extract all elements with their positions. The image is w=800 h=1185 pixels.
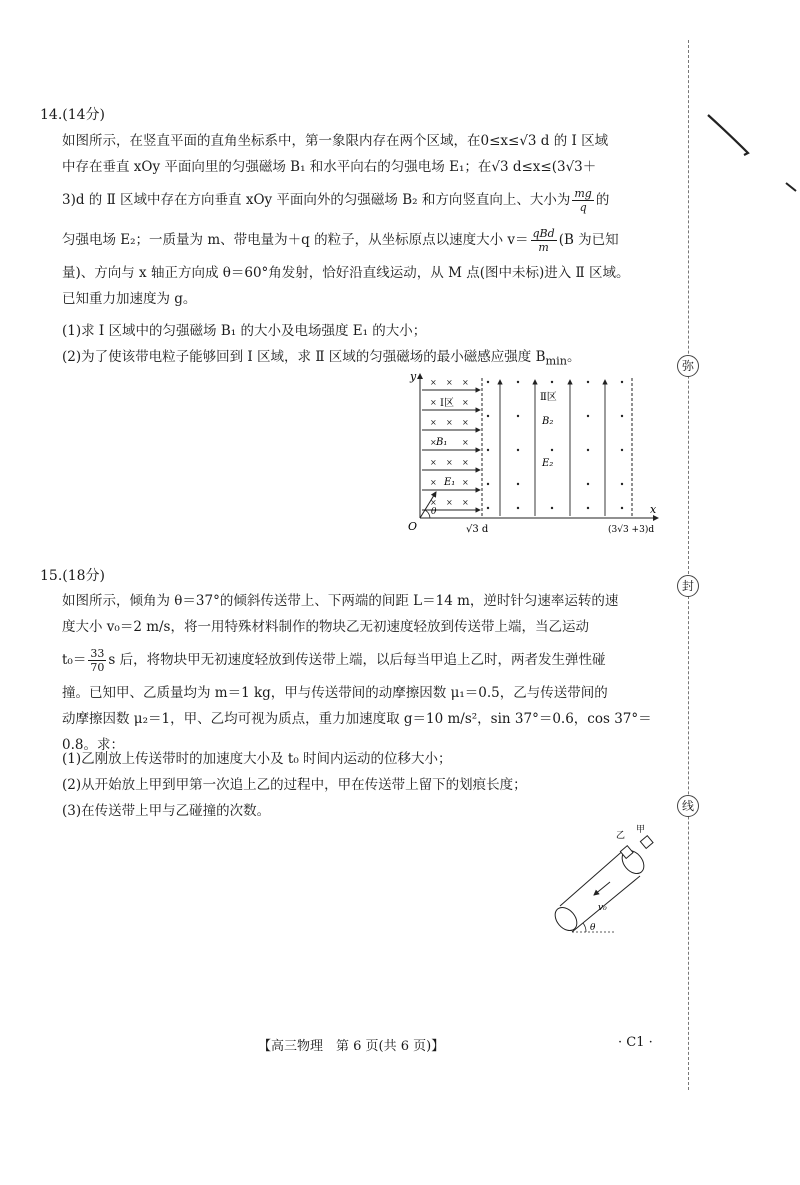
region-2-label: Ⅱ区 [540,392,557,403]
svg-text:×: × [430,438,437,447]
belt-velocity-arrow [594,882,610,895]
svg-text:×: × [462,478,469,487]
question-number: 15. [40,568,63,584]
subquestion-3: (3)在传送带上甲与乙碰撞的次数。 [62,803,271,819]
subquestion-2: (2)从开始放上甲到甲第一次追上乙的过程中，甲在传送带上留下的划痕长度； [62,777,527,793]
seal-mi: 弥 [677,355,699,377]
fraction-numerator: qBd [532,227,555,240]
svg-text:×: × [462,398,469,407]
text-line [62,220,662,260]
question-points: (14分) [62,107,106,123]
text-segment: 3)d 的 Ⅱ 区域中存在方向垂直 xOy 平面向外的匀强磁场 B₂ 和方向竖直向上、大小为 [62,192,571,208]
pen-scratch-mark [700,95,800,205]
svg-text:×: × [430,378,437,387]
theta-label: θ [431,507,437,517]
page-code: · C1 · [618,1035,653,1050]
seal-feng: 封 [677,575,699,597]
question-15-header [40,565,105,585]
question-number: 14. [40,107,63,123]
svg-text:×: × [430,498,437,507]
text-segment: s 后，将物块甲无初速度轻放到传送带上端，以后每当甲追上乙时，两者发生弹性碰 [108,652,606,668]
question-14-body [62,128,662,312]
fraction-numerator: 33 [90,647,105,660]
question-14-subquestions [62,318,662,375]
b2-label: B₂ [542,416,554,427]
question-14-header [40,104,105,124]
text-line: 度大小 v₀＝2 m/s，将一用特殊材料制作的物块乙无初速度轻放到传送带上端，当乙运动 [62,619,589,635]
b1-label: B₁ [436,437,448,448]
question-15-body [62,588,662,758]
x-axis-label: x [650,503,657,516]
svg-text:×: × [430,478,437,487]
svg-text:×: × [462,378,469,387]
svg-text:×: × [446,378,453,387]
text-line [62,640,662,680]
text-line: 撞。已知甲、乙质量均为 m＝1 kg，甲与传送带间的动摩擦因数 μ₁＝0.5，乙与传送带间的 [62,685,608,701]
fraction-mg-over-q [572,187,593,214]
text-line: 如图所示，在竖直平面的直角坐标系中，第一象限内存在两个区域，在0≤x≤√3 d 的 Ⅰ 区域 [62,133,609,149]
text-line: 动摩擦因数 μ₂＝1，甲、乙均可视为质点，重力加速度取 g＝10 m/s²，sin 37°＝0.6，cos 37°＝ [62,711,652,727]
svg-text:×: × [430,458,437,467]
label-jia: 甲 [636,825,646,835]
v0-label: v₀ [598,903,607,913]
svg-text:×: × [462,418,469,427]
belt-upper [560,848,626,906]
svg-text:×: × [430,398,437,407]
fraction-denominator: q [579,201,587,214]
svg-text:×: × [462,458,469,467]
text-segment: (2)为了使该带电粒子能够回到 Ⅰ 区域，求 Ⅱ 区域的匀强磁场的最小磁感应强度 B [62,349,546,365]
tick-label-sqrt3d: √3 d [466,524,489,535]
text-line: 中存在垂直 xOy 平面向里的匀强磁场 B₁ 和水平向右的匀强电场 E₁；在√3 d≤x≤(3√3＋ [62,159,597,175]
seal-xian: 线 [677,795,699,817]
binding-margin-line [688,40,689,1090]
block-jia [640,836,653,849]
subscript: min [545,354,568,368]
figure-15-conveyor-belt [540,820,670,945]
text-segment: 的 [595,192,610,208]
question-15-subquestions [62,746,662,824]
svg-text:×: × [462,498,469,507]
fraction-33-over-70 [88,647,106,674]
theta-label: θ [590,923,596,933]
bottom-pulley [551,903,582,934]
figure-14-field-regions [400,368,670,540]
text-segment: (B 为已知 [558,232,619,248]
origin-label: O [408,520,418,533]
page-footer: 【高三物理 第 6 页(共 6 页)】 [258,1039,445,1054]
text-segment: t₀＝ [62,652,87,668]
label-yi: 乙 [616,831,626,841]
svg-text:×: × [446,418,453,427]
subquestion-1: (1)求 Ⅰ 区域中的匀强磁场 B₁ 的大小及电场强度 E₁ 的大小； [62,323,427,339]
text-line: 量)、方向与 x 轴正方向成 θ＝60°角发射，恰好沿直线运动，从 M 点(图中未标)进入 Ⅱ 区域。 [62,265,630,281]
svg-text:×: × [430,418,437,427]
text-line: 如图所示，倾角为 θ＝37°的倾斜传送带上、下两端的间距 L＝14 m，逆时针匀速率运转的速 [62,593,619,609]
fraction-denominator: m [538,241,549,254]
fraction-denominator: 70 [90,661,105,674]
text-segment: 匀强电场 E₂；一质量为 m、带电量为＋q 的粒子，从坐标原点以速度大小 v＝ [62,232,529,248]
fraction-numerator: mg [574,187,592,200]
svg-text:×: × [462,438,469,447]
text-line: 0.8。求： [62,737,124,753]
e1-label: E₁ [444,477,456,488]
region-1-label: Ⅰ区 [440,398,454,409]
svg-text:×: × [446,498,453,507]
svg-text:×: × [446,458,453,467]
e2-label: E₂ [542,458,554,469]
text-line [62,180,662,220]
text-segment: 。 [567,349,581,365]
text-line: 已知重力加速度为 g。 [62,291,197,307]
tick-label-end: (3√3 +3)d [608,525,655,535]
subquestion-1: (1)乙刚放上传送带时的加速度大小及 t₀ 时间内运动的位移大小； [62,751,452,767]
y-axis-label: y [410,370,417,383]
fraction-qbd-over-m [531,227,557,254]
question-points: (18分) [62,568,106,584]
